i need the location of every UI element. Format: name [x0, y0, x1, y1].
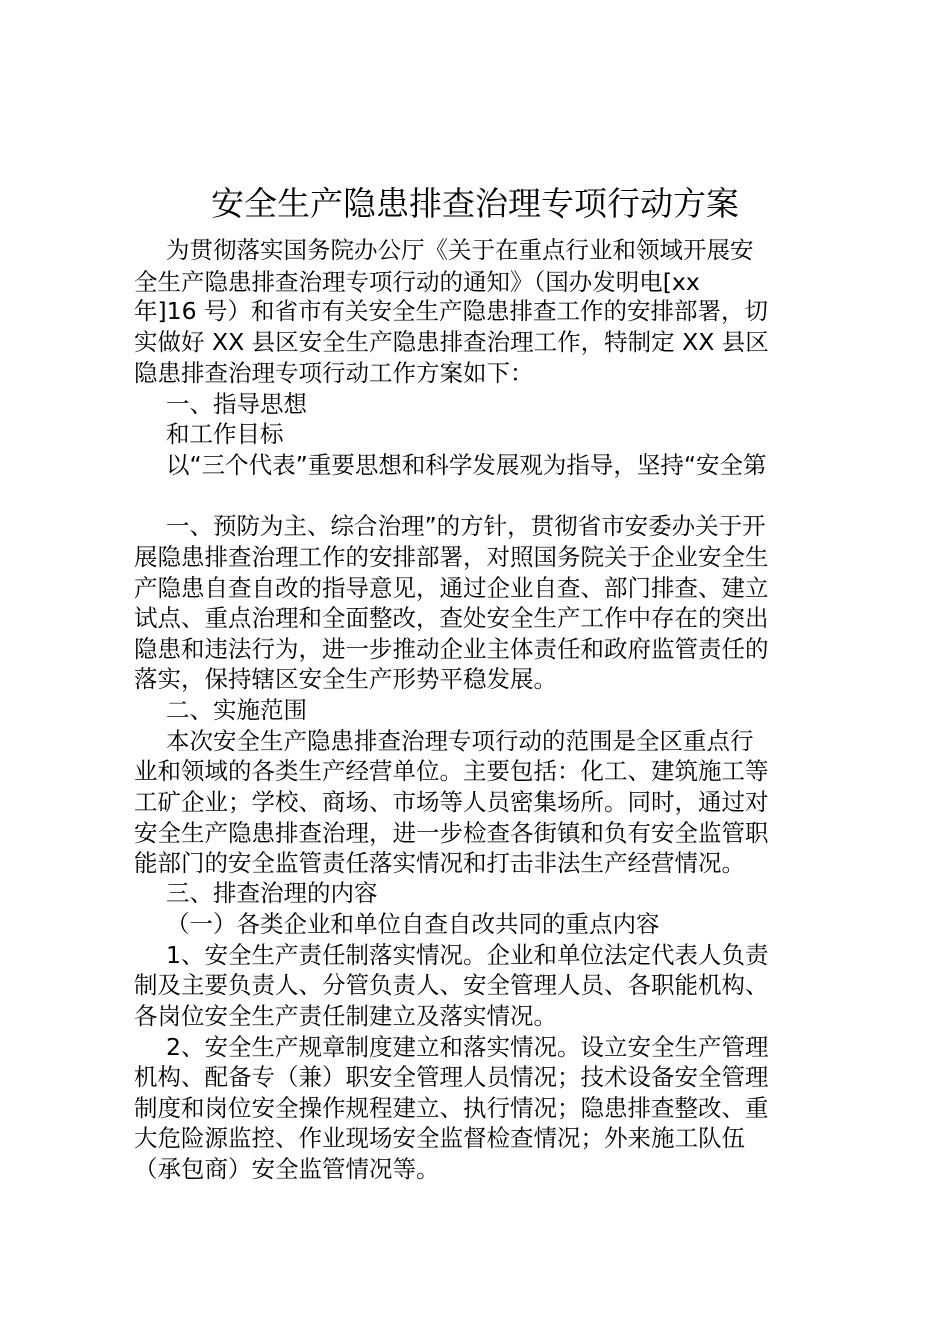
paragraph-line: 产隐患自查自改的指导意见，通过企业自查、部门排查、建立 [134, 574, 769, 602]
paragraph-line: 制及主要负责人、分管负责人、安全管理人员、各职能机构、 [134, 971, 769, 999]
paragraph-line: 试点、重点治理和全面整改，查处安全生产工作中存在的突出 [134, 604, 769, 632]
paragraph-line: 大危险源监控、作业现场安全监督检查情况；外来施工队伍 [134, 1124, 745, 1152]
paragraph-line: 机构、配备专（兼）职安全管理人员情况；技术设备安全管理 [134, 1063, 769, 1091]
paragraph-line: 年]16 号）和省市有关安全生产隐患排查工作的安排部署，切 [134, 297, 769, 325]
paragraph-line: 制度和岗位安全操作规程建立、执行情况；隐患排查整改、重 [134, 1094, 769, 1122]
section-heading: 一、指导思想 [166, 390, 307, 418]
paragraph-line: 工矿企业；学校、商场、市场等人员密集场所。同时，通过对 [134, 788, 769, 816]
section-heading: 二、实施范围 [166, 696, 307, 724]
paragraph-line: 各岗位安全生产责任制建立及落实情况。 [134, 1002, 557, 1030]
paragraph-line: 本次安全生产隐患排查治理专项行动的范围是全区重点行 [166, 727, 754, 755]
paragraph-line: 隐患排查治理专项行动工作方案如下： [134, 359, 534, 387]
paragraph-line: 2、安全生产规章制度建立和落实情况。设立安全生产管理 [166, 1033, 769, 1061]
paragraph-line: 1、安全生产责任制落实情况。企业和单位法定代表人负责 [166, 941, 769, 969]
paragraph-line: 为贯彻落实国务院办公厅《关于在重点行业和领域开展安 [166, 236, 754, 264]
paragraph-line: 隐患和违法行为，进一步推动企业主体责任和政府监管责任的 [134, 635, 769, 663]
subsection-heading: （一）各类企业和单位自查自改共同的重点内容 [166, 910, 660, 938]
paragraph-line: 安全生产隐患排查治理，进一步检查各街镇和负有安全监管职 [134, 819, 769, 847]
paragraph-line: 能部门的安全监管责任落实情况和打击非法生产经营情况。 [134, 849, 745, 877]
paragraph-line: 一、预防为主、综合治理”的方针，贯彻省市安委办关于开 [166, 512, 766, 540]
paragraph-line: 落实，保持辖区安全生产形势平稳发展。 [134, 665, 557, 693]
paragraph-line: 业和领域的各类生产经营单位。主要包括：化工、建筑施工等 [134, 757, 769, 785]
paragraph-line: 全生产隐患排查治理专项行动的通知》（国办发明电[xx [134, 268, 700, 296]
section-heading: 和工作目标 [166, 420, 284, 448]
paragraph-line: 以“三个代表”重要思想和科学发展观为指导，坚持“安全第 [166, 451, 767, 479]
paragraph-line: 展隐患排查治理工作的安排部署，对照国务院关于企业安全生 [134, 543, 769, 571]
paragraph-line: 实做好 XX 县区安全生产隐患排查治理工作，特制定 XX 县区 [134, 328, 769, 356]
document-title: 安全生产隐患排查治理专项行动方案 [211, 184, 739, 223]
section-heading: 三、排查治理的内容 [166, 879, 378, 907]
paragraph-line: （承包商）安全监管情况等。 [134, 1155, 440, 1183]
